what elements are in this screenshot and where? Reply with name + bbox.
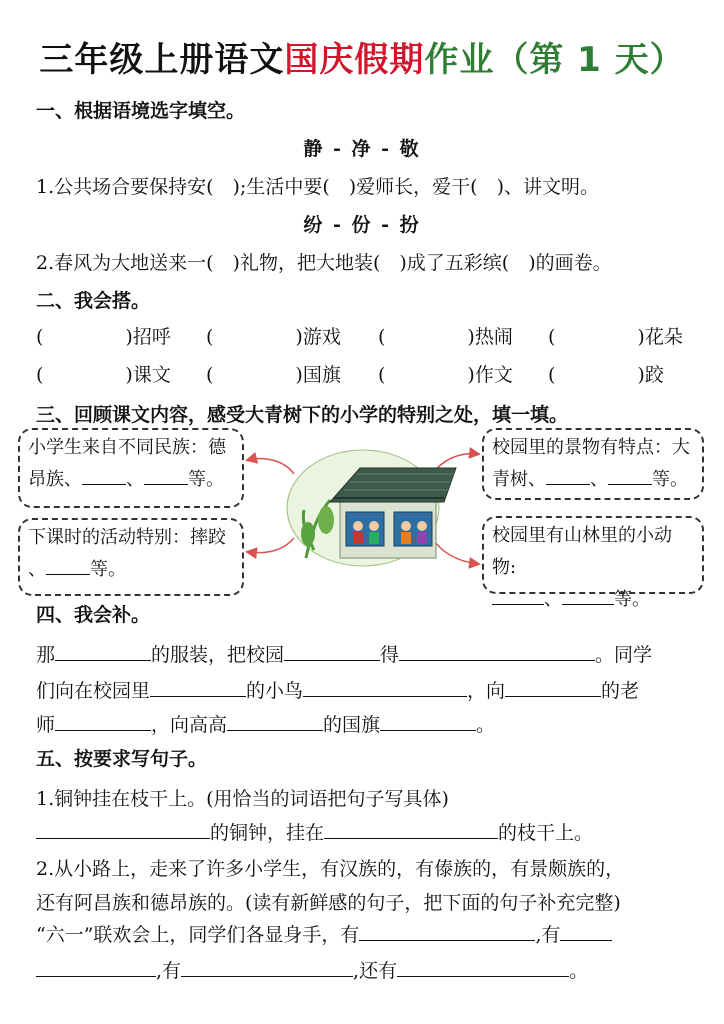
box-text: 等。 (614, 589, 650, 610)
section2-row2: ( )课文 ( )国旗 ( )作文 ( )跤 (36, 364, 664, 386)
answer-blank[interactable] (380, 712, 476, 731)
fill-text: ,有 (535, 924, 561, 946)
box-text: 、 (28, 559, 46, 580)
answer-blank[interactable] (546, 466, 590, 485)
box-recess-activities (18, 518, 244, 596)
answer-blank[interactable] (181, 958, 353, 977)
fill-text: 的国旗 (323, 714, 381, 736)
section4-line2 (36, 676, 639, 703)
box-text: 等。 (188, 469, 224, 490)
box-text: 等。 (90, 559, 126, 580)
box-text: 下课时的活动特别：摔跤 (28, 527, 226, 548)
box-students-ethnic: 小学生来自不同民族：德 昂族、 、 等。 (18, 428, 244, 508)
match-word: 国旗 (302, 364, 341, 386)
answer-blank[interactable] (359, 922, 535, 941)
answer-blank[interactable] (227, 712, 323, 731)
fill-text: 。同学 (595, 644, 653, 666)
fill-text: 的服装，把校园 (151, 644, 285, 666)
section1-char-group2: 纷 - 份 - 扮 (303, 214, 421, 236)
school-illustration (244, 440, 482, 580)
match-word: 热闹 (474, 326, 513, 348)
section5-q2-answer-line2 (36, 956, 588, 983)
section2-heading: 二、我会搭。 (36, 290, 151, 312)
section1-question1: 1.公共场合要保持安( );生活中要( )爱师长，爱干( )、讲文明。 (36, 176, 600, 198)
answer-blank[interactable] (36, 958, 156, 977)
section1-heading: 一、根据语境选字填空。 (36, 100, 246, 122)
fill-text: 的小鸟 (246, 680, 304, 702)
section1-char-group1: 静 - 净 - 敬 (303, 138, 421, 160)
answer-blank[interactable] (492, 586, 544, 605)
fill-text: 那 (36, 644, 56, 666)
fill-text: ，向 (467, 680, 506, 702)
box-text: 校园里有山林里的小动物: (492, 525, 672, 578)
title-part-grade: 三年级上册语文 (39, 40, 285, 80)
answer-blank[interactable] (55, 642, 151, 661)
section1-question2: 2.春风为大地送来一( )礼物，把大地装( )成了五彩缤( )的画卷。 (36, 252, 612, 274)
section2-row1: ( )招呼 ( )游戏 ( )热闹 ( )花朵 (36, 326, 683, 348)
answer-blank[interactable] (55, 712, 151, 731)
section5-q2-answer-line1 (36, 920, 612, 947)
box-text: 昂族、 (28, 469, 82, 490)
answer-blank[interactable] (397, 958, 569, 977)
title-part-homework: 作业（第 1 天） (424, 40, 685, 80)
match-word: 游戏 (302, 326, 341, 348)
match-word: 招呼 (132, 326, 171, 348)
fill-text: ,有 (156, 960, 182, 982)
match-word: 跤 (644, 364, 664, 386)
arrow-to-bottom-left (248, 538, 294, 553)
fill-text: 的枝干上。 (498, 822, 594, 844)
answer-blank[interactable] (150, 678, 246, 697)
arrow-to-bottom-right (432, 538, 478, 564)
answer-blank[interactable] (303, 678, 467, 697)
box-text: 小学生来自不同民族：德 (28, 437, 226, 458)
section5-question2-line2: 还有阿昌族和德昂族的。(读有新鲜感的句子，把下面的句子补充完整) (36, 892, 621, 914)
section5-q1-answer (36, 818, 593, 845)
fill-text: 。 (569, 960, 589, 982)
answer-blank[interactable] (324, 820, 498, 839)
section4-line1 (36, 640, 652, 667)
answer-blank[interactable] (46, 556, 90, 575)
fill-text: “六一”联欢会上，同学们各显身手，有 (36, 924, 360, 946)
title-part-holiday: 国庆假期 (284, 40, 425, 80)
page-title (0, 32, 724, 81)
box-text: 校园里的景物有特点：大 (492, 437, 690, 458)
match-word: 课文 (132, 364, 171, 386)
fill-text: ，向高高 (151, 714, 228, 736)
fill-text: 。 (476, 714, 496, 736)
box-campus-scenery: 校园里的景物有特点：大 青树、 、 等。 (482, 428, 704, 500)
box-text: 等。 (652, 469, 688, 490)
answer-blank[interactable] (608, 466, 652, 485)
match-word: 花朵 (644, 326, 683, 348)
section5-heading: 五、按要求写句子。 (36, 748, 208, 770)
section5-question1: 1.铜钟挂在枝干上。(用恰当的词语把句子写具体) (36, 788, 449, 810)
section5-question2-line1: 2.从小路上，走来了许多小学生，有汉族的，有傣族的，有景颇族的， (36, 858, 625, 880)
answer-blank[interactable] (144, 466, 188, 485)
answer-blank[interactable] (560, 922, 612, 941)
fill-text: 的老 (601, 680, 640, 702)
answer-blank[interactable] (284, 642, 380, 661)
fill-text: 得 (380, 644, 400, 666)
answer-blank[interactable] (562, 586, 614, 605)
answer-blank[interactable] (82, 466, 126, 485)
box-forest-animals: 校园里有山林里的小动物: 、 等。 (482, 516, 704, 594)
fill-text: 师 (36, 714, 56, 736)
box-text: 青树、 (492, 469, 546, 490)
section4-heading: 四、我会补。 (36, 604, 151, 626)
section4-line3 (36, 710, 495, 737)
answer-blank[interactable] (399, 642, 595, 661)
match-word: 作文 (474, 364, 513, 386)
fill-text: ,还有 (353, 960, 398, 982)
fill-text: 的铜钟，挂在 (210, 822, 325, 844)
arrow-to-top-left (248, 459, 294, 474)
fill-text: 们向在校园里 (36, 680, 151, 702)
section3-heading: 三、回顾课文内容，感受大青树下的小学的特别之处，填一填。 (36, 404, 569, 426)
answer-blank[interactable] (36, 820, 210, 839)
answer-blank[interactable] (505, 678, 601, 697)
